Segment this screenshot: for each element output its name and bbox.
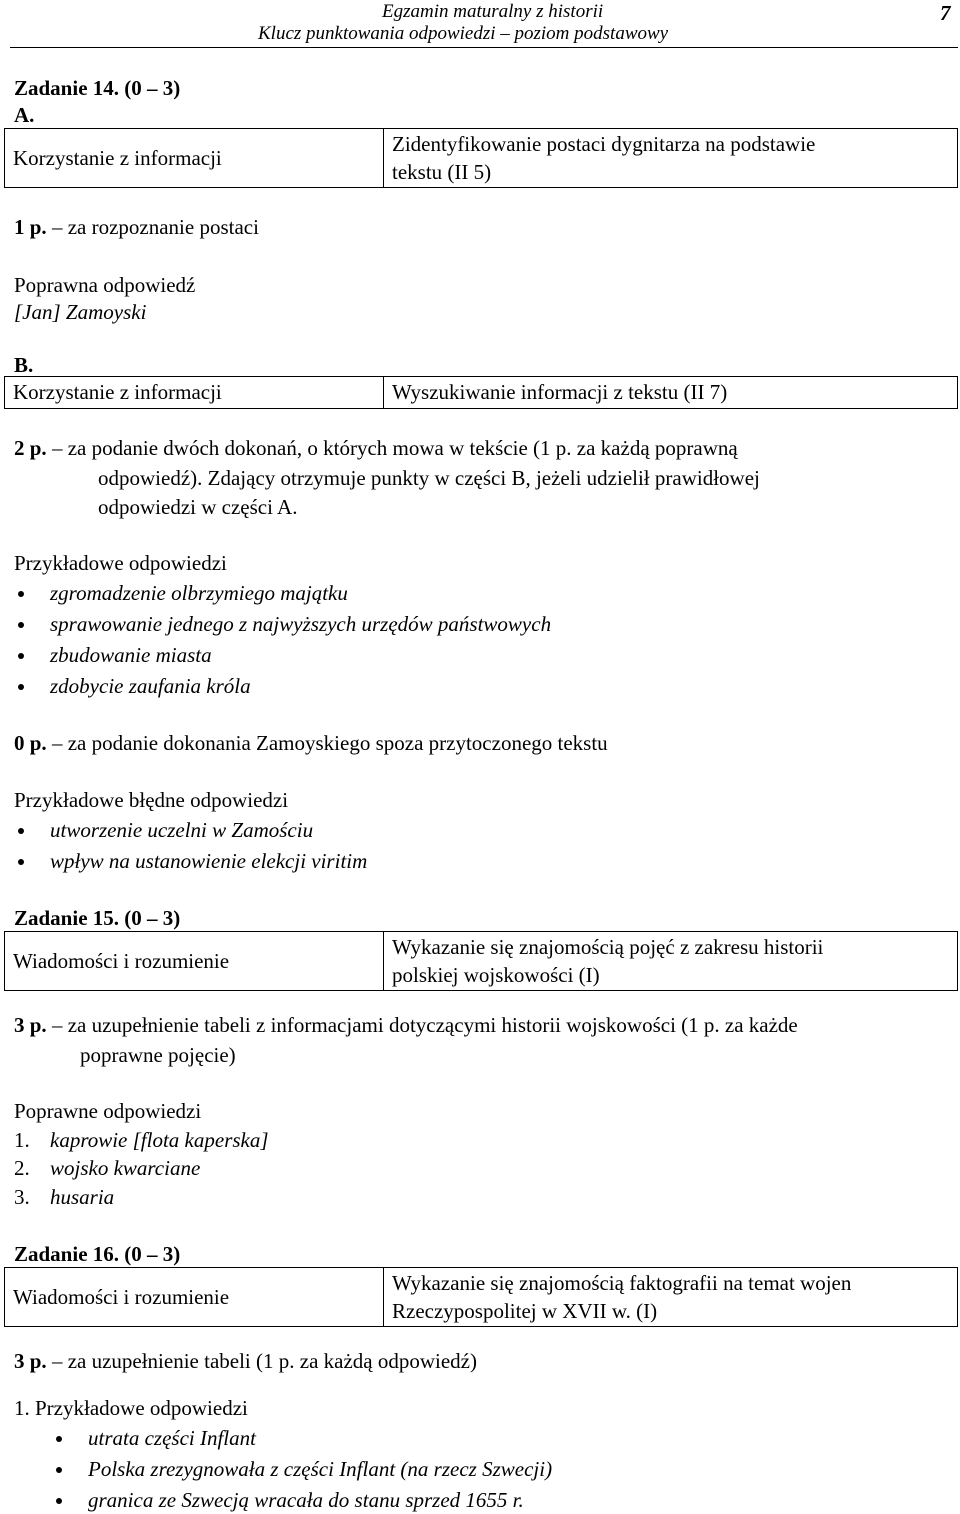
task-14a-requirement	[384, 129, 958, 188]
task-15-skill: Wiadomości i rozumienie	[5, 932, 384, 991]
task-14b-skill: Korzystanie z informacji	[5, 377, 384, 409]
task-14b-score	[14, 438, 738, 459]
task-15-answer-3-num: 3.	[14, 1185, 30, 1209]
task-14b-example-1: zgromadzenie olbrzymiego majątku	[50, 581, 348, 605]
task-14b-examples-label: Przykładowe odpowiedzi	[14, 551, 227, 575]
page-number: 7	[940, 1, 951, 25]
task-15-answer-2: wojsko kwarciane	[50, 1156, 201, 1180]
list-bullet	[18, 622, 24, 628]
task-14b-score-line2: odpowiedź). Zdający otrzymuje punkty w części B, jeżeli udzielił prawidłowej	[98, 466, 760, 490]
task-15-answer-1: kaprowie [flota kaperska]	[50, 1128, 269, 1152]
task-14b-wrong-1: utworzenie uczelni w Zamościu	[50, 818, 314, 842]
task-14b-example-4: zdobycie zaufania króla	[50, 674, 251, 698]
task-14a-correct-label: Poprawna odpowiedź	[14, 273, 196, 297]
task-15-requirement	[384, 932, 958, 991]
task-16-skill: Wiadomości i rozumienie	[5, 1268, 384, 1327]
task-14a-answer: [Jan] Zamoyski	[14, 300, 147, 324]
task-14b-zero-points: 0 p.	[14, 731, 47, 755]
task-14b-score-points: 2 p.	[14, 436, 47, 460]
task-16-requirement-line1: Wykazanie się znajomością faktografii na temat wojen	[392, 1270, 852, 1295]
task-15-requirement-table	[4, 931, 958, 991]
task-15-score	[14, 1015, 798, 1036]
task-16-example-1: utrata części Inflant	[88, 1426, 256, 1450]
task-14b-wrong-2: wpływ na ustanowienie elekcji viritim	[50, 849, 368, 873]
task-16-score	[14, 1351, 477, 1372]
task-14b-example-2: sprawowanie jednego z najwyższych urzędów państwowych	[50, 612, 552, 636]
list-bullet	[56, 1467, 62, 1473]
header-exam-title: Egzamin maturalny z historii	[382, 1, 604, 22]
task-15-requirement-line2: polskiej wojskowości (I)	[392, 963, 600, 987]
task-14a-score	[14, 217, 259, 238]
task-14a-score-text: – za rozpoznanie postaci	[46, 215, 259, 239]
task-14a-requirement-line1: Zidentyfikowanie postaci dygnitarza na podstawie	[392, 131, 816, 156]
task-16-examples-label: 1. Przykładowe odpowiedzi	[14, 1396, 248, 1420]
task-14a-requirement-line2: tekstu (II 5)	[392, 160, 492, 184]
task-14-part-a-label: A.	[14, 103, 35, 127]
task-14b-zero-score	[14, 733, 608, 754]
list-bullet	[18, 684, 24, 690]
task-16-example-2: Polska zrezygnowała z części Inflant (na rzecz Szwecji)	[88, 1457, 553, 1481]
task-16-example-3: granica ze Szwecją wracała do stanu sprzed 1655 r.	[88, 1488, 524, 1512]
task-15-requirement-line1: Wykazanie się znajomością pojęć z zakresu historii	[392, 934, 824, 959]
task-15-correct-label: Poprawne odpowiedzi	[14, 1099, 202, 1123]
task-14b-score-line3: odpowiedzi w części A.	[98, 495, 298, 519]
task-14b-requirement: Wyszukiwanie informacji z tekstu (II 7)	[384, 377, 958, 409]
task-15-score-line2: poprawne pojęcie)	[80, 1043, 236, 1067]
task-15-score-points: 3 p.	[14, 1013, 47, 1037]
task-15-answer-2-num: 2.	[14, 1156, 30, 1180]
task-14b-example-3: zbudowanie miasta	[50, 643, 212, 667]
task-14a-requirement-table	[4, 128, 958, 188]
task-16-requirement-line2: Rzeczypospolitej w XVII w. (I)	[392, 1299, 658, 1323]
task-16-requirement	[384, 1268, 958, 1327]
list-bullet	[56, 1436, 62, 1442]
list-bullet	[18, 828, 24, 834]
header-key-subtitle: Klucz punktowania odpowiedzi – poziom podstawowy	[258, 23, 669, 44]
task-15-answer-3: husaria	[50, 1185, 115, 1209]
header-rule	[10, 47, 958, 48]
task-14b-requirement-table	[4, 376, 958, 409]
list-bullet	[18, 591, 24, 597]
task-14b-wrong-label: Przykładowe błędne odpowiedzi	[14, 788, 289, 812]
task-16-requirement-table	[4, 1267, 958, 1327]
list-bullet	[18, 859, 24, 865]
task-16-score-text: – za uzupełnienie tabeli (1 p. za każdą odpowiedź)	[46, 1349, 477, 1373]
task-15-title: Zadanie 15. (0 – 3)	[14, 906, 181, 930]
task-14b-zero-text: – za podanie dokonania Zamoyskiego spoza przytoczonego tekstu	[46, 731, 608, 755]
task-15-answer-1-num: 1.	[14, 1128, 30, 1152]
task-14-title: Zadanie 14. (0 – 3)	[14, 76, 181, 100]
task-16-title: Zadanie 16. (0 – 3)	[14, 1242, 181, 1266]
task-16-score-points: 3 p.	[14, 1349, 47, 1373]
task-14a-skill: Korzystanie z informacji	[5, 129, 384, 188]
task-14b-score-line1: – za podanie dwóch dokonań, o których mowa w tekście (1 p. za każdą poprawną	[46, 436, 738, 460]
task-14a-score-points: 1 p.	[14, 215, 47, 239]
list-bullet	[56, 1498, 62, 1504]
list-bullet	[18, 653, 24, 659]
task-15-score-line1: – za uzupełnienie tabeli z informacjami dotyczącymi historii wojskowości (1 p. za każde	[46, 1013, 798, 1037]
task-14-part-b-label: B.	[14, 353, 34, 377]
